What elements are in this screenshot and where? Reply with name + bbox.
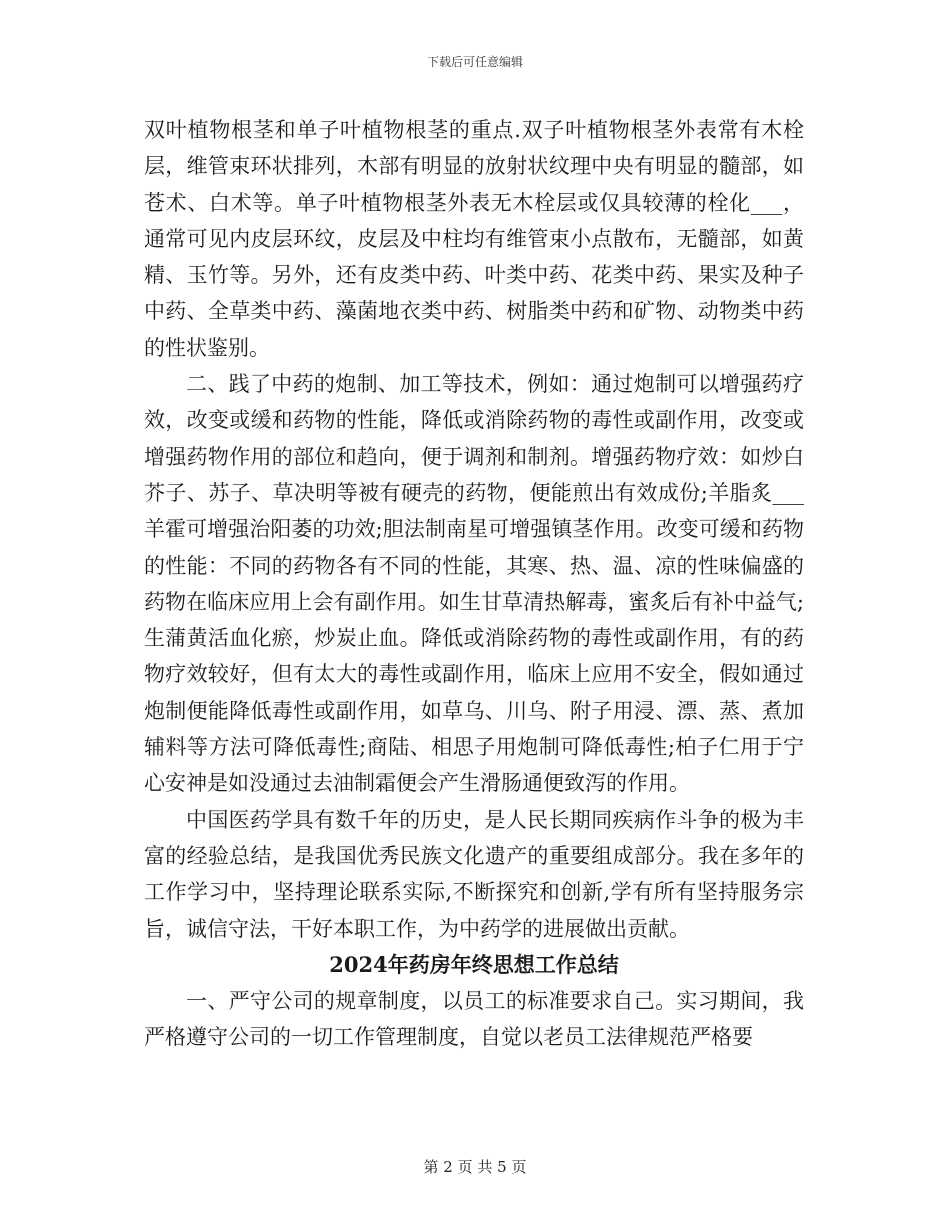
page-footer: 第 2 页 共 5 页 xyxy=(423,1158,527,1176)
paragraph-conclusion: 中国医药学具有数千年的历史，是人民长期同疾病作斗争的极为丰富的经验总结，是我国优秀民族文化遗产的重要组成部分。我在多年的工作学习中，坚持理论联系实际,不断探究和创新,学有所有坚持服务宗旨，诚信守法，干好本职工作，为中药学的进展做出贡献。 xyxy=(144,807,804,941)
paragraph-processing-techniques: 二、践了中药的炮制、加工等技术，例如：通过炮制可以增强药疗效，改变或缓和药物的性能，降低或消除药物的毒性或副作用，改变或增强药物作用的部位和趋向，便于调剂和制剂。增强药物疗效：如炒白芥子、苏子、草决明等被有硬壳的药物，便能煎出有效成份;羊脂炙___羊霍可增强治阳萎的功效;胆法制南星可增强镇茎作用。改变可缓和药物的性能：不同的药物各有不同的性能，其寒、热、温、凉的性味偏盛的药物在临床应用上会有副作用。如生甘草清热解毒，蜜炙后有补中益气;生蒲黄活血化瘀，炒炭止血。降低或消除药物的毒性或副作用，有的药物疗效较好，但有太大的毒性或副作用，临床上应用不安全，假如通过炮制便能降低毒性或副作用，如草乌、川乌、附子用浸、漂、蒸、煮加辅料等方法可降低毒性;商陆、相思子用炮制可降低毒性;柏子仁用于宁心安神是如没通过去油制霜便会产生滑肠通便致泻的作用。 xyxy=(144,372,804,796)
section-title: 2024年药房年终思想工作总结 xyxy=(329,951,619,977)
page-header: 下载后可任意编辑 xyxy=(426,55,523,69)
paragraph-company-rules: 一、严守公司的规章制度，以员工的标准要求自己。实习期间，我严格遵守公司的一切工作管理制度，自觉以老员工法律规范严格要 xyxy=(144,989,804,1050)
paragraph-rhizome-identification: 双叶植物根茎和单子叶植物根茎的重点.双子叶植物根茎外表常有木栓层，维管束环状排列，木部有明显的放射状纹理中央有明显的髓部，如苍术、白术等。单子叶植物根茎外表无木栓层或仅具较薄的栓化___，通常可见内皮层环纹，皮层及中柱均有维管束小点散布，无髓部，如黄精、玉竹等。另外，还有皮类中药、叶类中药、花类中药、果实及种子中药、全草类中药、藻菌地衣类中药、树脂类中药和矿物、动物类中药的性状鉴别。 xyxy=(144,118,804,360)
document-body xyxy=(144,112,804,1056)
